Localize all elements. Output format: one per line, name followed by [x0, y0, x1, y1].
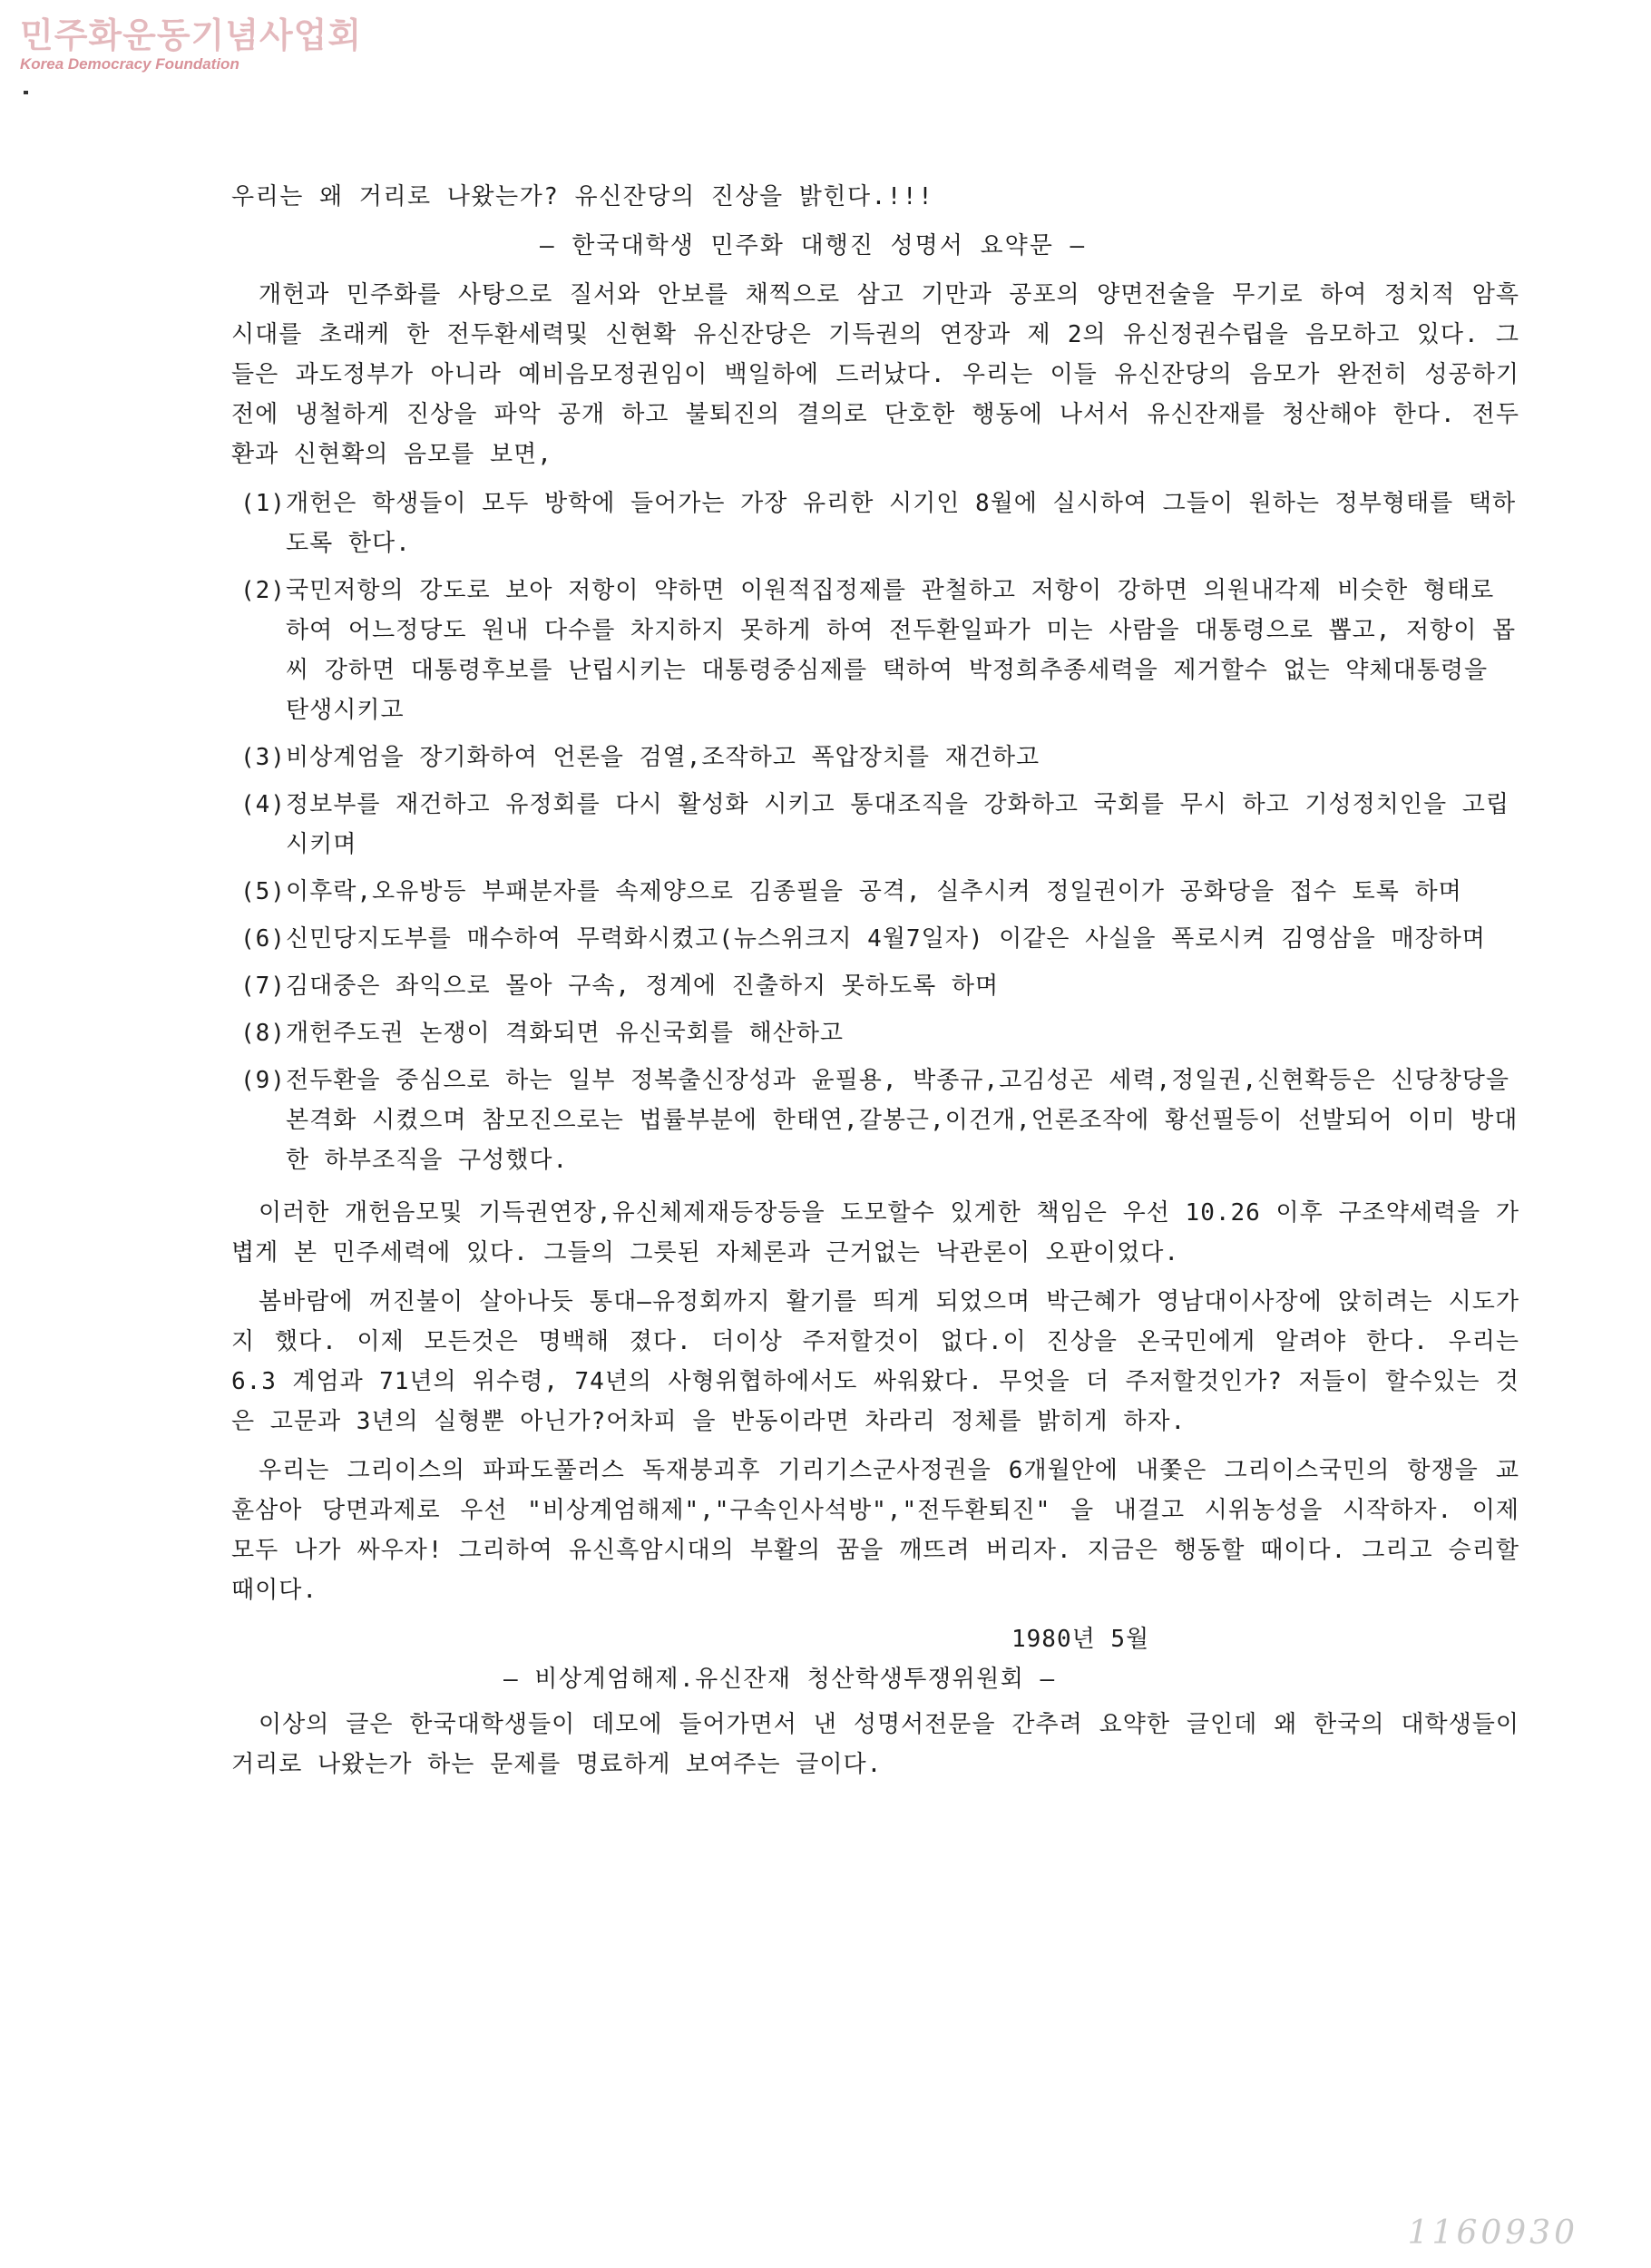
item-text: 정보부를 재건하고 유정회를 다시 활성화 시키고 통대조직을 강화하고 국회를 무시 하고 기성정치인을 고립시키며: [286, 791, 1509, 858]
item-number: (3): [240, 744, 286, 771]
item-text: 개헌은 학생들이 모두 방학에 들어가는 가장 유리한 시기인 8월에 실시하여 그들이 원하는 정부형태를 택하도록 한다.: [286, 490, 1517, 557]
list-item: [231, 872, 1519, 912]
list-item: [231, 919, 1519, 959]
item-text: 개헌주도권 논쟁이 격화되면 유신국회를 해산하고: [286, 1020, 845, 1047]
item-text: 국민저항의 강도로 보아 저항이 약하면 이원적집정제를 관철하고 저항이 강하면 의원내각제 비슷한 형태로 하여 어느정당도 원내 다수를 차지하지 못하게 하여 전두환일파가 미는 사람을 대통령으로 뽑고, 저항이 몹씨 강하면 대통령후보를 난립시키는 대통령중심제를 택하여 박정희추종세력을 제거할수 없는 약체대통령을 탄생시키고: [286, 577, 1517, 724]
responsibility-paragraph: 이러한 개헌음모및 기득권연장,유신체제재등장등을 도모할수 있게한 책임은 우선 10.26 이후 구조약세력을 가볍게 본 민주세력에 있다. 그들의 그릇된 자체론과 근거없는 낙관론이 오판이었다.: [231, 1199, 1519, 1266]
call-to-action-paragraph: 우리는 그리이스의 파파도풀러스 독재붕괴후 기리기스군사정권을 6개월안에 내쫓은 그리이스국민의 항쟁을 교훈삼아 당면과제로 우선 "비상계엄해제","구속인사석방","전두환퇴진" 을 내걸고 시위농성을 시작하자. 이제 모두 나가 싸우자! 그리하여 유신흑암시대의 부활의 꿈을 깨뜨려 버리자. 지금은 행동할 때이다. 그리고 승리할 때이다.: [231, 1457, 1519, 1604]
item-number: (7): [240, 973, 286, 1000]
item-number: (1): [240, 490, 286, 517]
editor-note: 이상의 글은 한국대학생들이 데모에 들어가면서 낸 성명서전문을 간추려 요약한 글인데 왜 한국의 대학생들이 거리로 나왔는가 하는 문제를 명료하게 보여주는 글이다.: [231, 1711, 1519, 1778]
list-item: [231, 484, 1519, 563]
item-number: (5): [240, 878, 286, 905]
item-number: (2): [240, 577, 286, 604]
list-item: [231, 571, 1519, 730]
list-item: [231, 738, 1519, 777]
conspiracy-list: [231, 484, 1519, 1180]
document-headline: 우리는 왜 거리로 나왔는가? 유신잔당의 진상을 밝힌다.!!!: [231, 183, 934, 210]
document-date: 1980년 5월: [1011, 1626, 1150, 1653]
item-text: 이후락,오유방등 부패분자를 속제양으로 김종필을 공격, 실추시켜 정일권이가 공화당을 접수 토록 하며: [286, 878, 1462, 905]
list-item: [231, 1061, 1519, 1180]
item-number: (6): [240, 925, 286, 953]
watermark-english: Korea Democracy Foundation: [20, 55, 239, 73]
document-body: [231, 177, 1519, 1794]
item-text: 전두환을 중심으로 하는 일부 정복출신장성과 윤필용, 박종규,고김성곤 세력,정일권,신현확등은 신당창당을 본격화 시켰으며 참모진으로는 법률부분에 한태연,갈봉근,이건개,언론조작에 황선필등이 선발되어 이미 방대한 하부조직을 구성했다.: [286, 1067, 1519, 1174]
item-number: (8): [240, 1020, 286, 1047]
watermark-logo: [20, 16, 362, 74]
list-item: [231, 1013, 1519, 1053]
item-number: (9): [240, 1067, 286, 1094]
document-signature: — 비상계엄해제.유신잔재 청산학생투쟁위원회 —: [503, 1666, 1056, 1693]
page-number-stamp: 1160930: [1407, 2214, 1578, 2252]
item-text: 김대중은 좌익으로 몰아 구속, 정계에 진출하지 못하도록 하며: [286, 973, 1000, 1000]
item-number: (4): [240, 791, 286, 818]
document-subtitle: — 한국대학생 민주화 대행진 성명서 요약문 —: [540, 232, 1087, 259]
intro-paragraph: 개헌과 민주화를 사탕으로 질서와 안보를 채찍으로 삼고 기만과 공포의 양면전술을 무기로 하여 정치적 암흑시대를 초래케 한 전두환세력및 신현확 유신잔당은 기득권의 연장과 제 2의 유신정권수립을 음모하고 있다. 그들은 과도정부가 아니라 예비음모정권임이 백일하에 드러났다. 우리는 이들 유신잔당의 음모가 완전히 성공하기 전에 냉철하게 진상을 파악 공개 하고 불퇴진의 결의로 단호한 행동에 나서서 유신잔재를 청산해야 한다. 전두환과 신현확의 음모를 보면,: [231, 281, 1519, 468]
list-item: [231, 966, 1519, 1006]
watermark-korean: 민주화운동기념사업회: [20, 15, 363, 55]
item-text: 비상계엄을 장기화하여 언론을 검열,조작하고 폭압장치를 재건하고: [286, 744, 1040, 771]
situation-paragraph: 봄바람에 꺼진불이 살아나듯 통대—유정회까지 활기를 띄게 되었으며 박근혜가 영남대이사장에 앉히려는 시도가지 했다. 이제 모든것은 명백해 졌다. 더이상 주저할것이 없다.이 진상을 온국민에게 알려야 한다. 우리는 6.3 계엄과 71년의 위수령, 74년의 사형위협하에서도 싸워왔다. 무엇을 더 주저할것인가? 저들이 할수있는 것은 고문과 3년의 실형뿐 아닌가?어차피 을 반동이라면 차라리 정체를 밝히게 하자.: [231, 1288, 1519, 1435]
list-item: [231, 785, 1519, 865]
item-text: 신민당지도부를 매수하여 무력화시켰고(뉴스위크지 4월7일자) 이같은 사실을 폭로시켜 김영삼을 매장하며: [286, 925, 1486, 953]
scan-dot: [24, 91, 28, 94]
